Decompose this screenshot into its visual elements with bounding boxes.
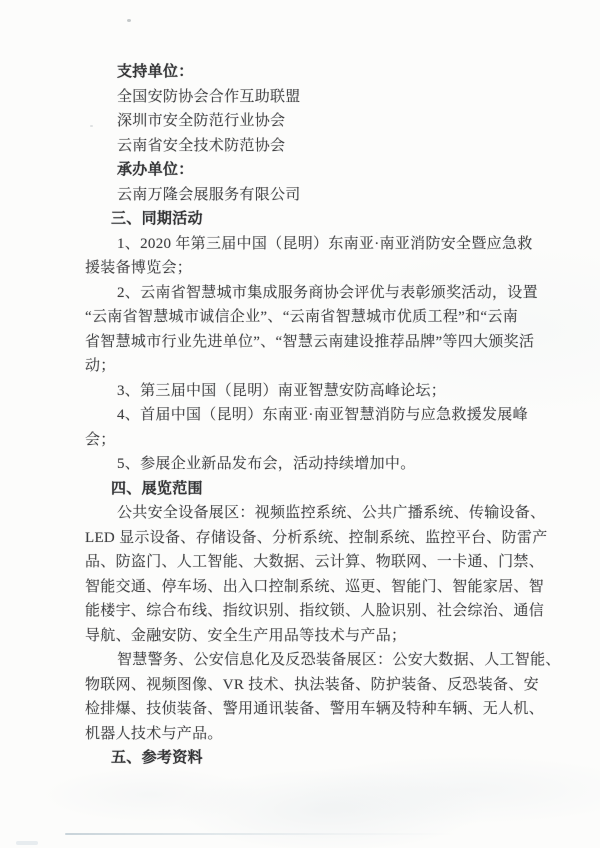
text-line: 五、参考资料: [111, 750, 203, 766]
text-line: 深圳市安全防范行业协会: [117, 113, 286, 129]
text-line: 智慧警务、公安信息化及反恐装备展区：公安大数据、人工智能、: [117, 652, 561, 668]
text-line: 能楼宇、综合布线、指纹识别、指纹锁、人脸识别、社会综治、通信: [85, 603, 545, 619]
text-line: 三、同期活动: [111, 211, 203, 227]
scan-speck: [90, 125, 93, 127]
text-line: 承办单位：: [117, 162, 194, 178]
text-line: 云南万隆会展服务有限公司: [117, 186, 301, 203]
text-line: 2、云南省智慧城市集成服务商协会评优与表彰颁奖活动，设置: [117, 284, 538, 301]
scan-speck: [127, 19, 131, 22]
text-line: 3、第三届中国（昆明）南亚智慧安防高峰论坛；: [117, 382, 447, 399]
document-body: [85, 60, 561, 771]
text-line: 动；: [85, 358, 116, 374]
text-line: 智能交通、停车场、出入口控制系统、巡更、智能门、智能家居、智: [85, 578, 545, 595]
text-line: “云南省智慧城市诚信企业”、“云南省智慧城市优质工程”和“云南: [85, 309, 518, 325]
text-line: 导航、金融安防、安全生产用品等技术与产品；: [85, 627, 407, 644]
text-line: 会；: [85, 431, 116, 448]
text-line: 物联网、视频图像、VR 技术、执法装备、防护装备、反恐装备、安: [85, 676, 539, 693]
scan-speck: [16, 841, 38, 845]
text-line: 支持单位：: [117, 64, 194, 80]
text-line: 云南省安全技术防范协会: [117, 137, 286, 154]
text-line: 1、2020 年第三届中国（昆明）东南亚·南亚消防安全暨应急救: [117, 235, 533, 252]
text-line: 公共安全设备展区：视频监控系统、公共广播系统、传输设备、: [117, 505, 546, 521]
text-line: 机器人技术与产品。: [85, 725, 223, 742]
text-line: 全国安防协会合作互助联盟: [117, 88, 301, 105]
text-line: 四、展览范围: [111, 480, 203, 497]
text-line: 5、参展企业新品发布会，活动持续增加中。: [117, 456, 416, 472]
text-line: 省智慧城市行业先进单位”、“智慧云南建设推荐品牌”等四大颁奖活: [85, 333, 535, 350]
text-line: 品、防盗门、人工智能、大数据、云计算、物联网、一卡通、门禁、: [85, 554, 545, 570]
text-line: 援装备博览会；: [85, 260, 193, 276]
text-line: LED 显示设备、存储设备、分析系统、控制系统、监控平台、防雷产: [85, 529, 548, 546]
scan-artifact-line: [65, 833, 455, 835]
text-line: 4、首届中国（昆明）东南亚·南亚智慧消防与应急救援发展峰: [117, 407, 528, 423]
text-line: 检排爆、技侦装备、警用通讯装备、警用车辆及特种车辆、无人机、: [85, 701, 545, 717]
